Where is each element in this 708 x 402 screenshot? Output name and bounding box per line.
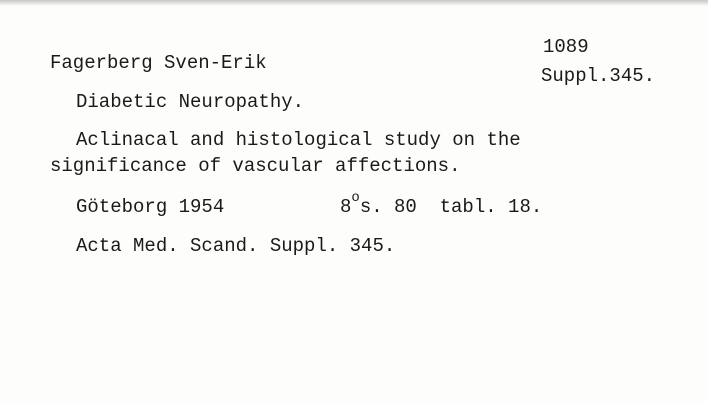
work-title: Diabetic Neuropathy. xyxy=(76,91,305,113)
imprint-place-year: Göteborg 1954 xyxy=(76,196,225,218)
format-degree: o xyxy=(351,190,360,206)
subtitle-line-2: significance of vascular affections. xyxy=(50,155,461,177)
series-statement: Acta Med. Scand. Suppl. 345. xyxy=(76,235,396,257)
format-suffix: s. 80 tabl. 18. xyxy=(359,196,543,218)
supplement-reference: Suppl.345. xyxy=(541,65,656,87)
format-pagination xyxy=(340,190,543,218)
author-name: Fagerberg Sven-Erik xyxy=(50,52,267,74)
top-edge-shadow xyxy=(0,0,708,6)
catalog-number: 1089 xyxy=(543,36,589,58)
subtitle-line-1: Aclinacal and histological study on the xyxy=(76,129,521,151)
format-number: 8 xyxy=(340,196,352,218)
